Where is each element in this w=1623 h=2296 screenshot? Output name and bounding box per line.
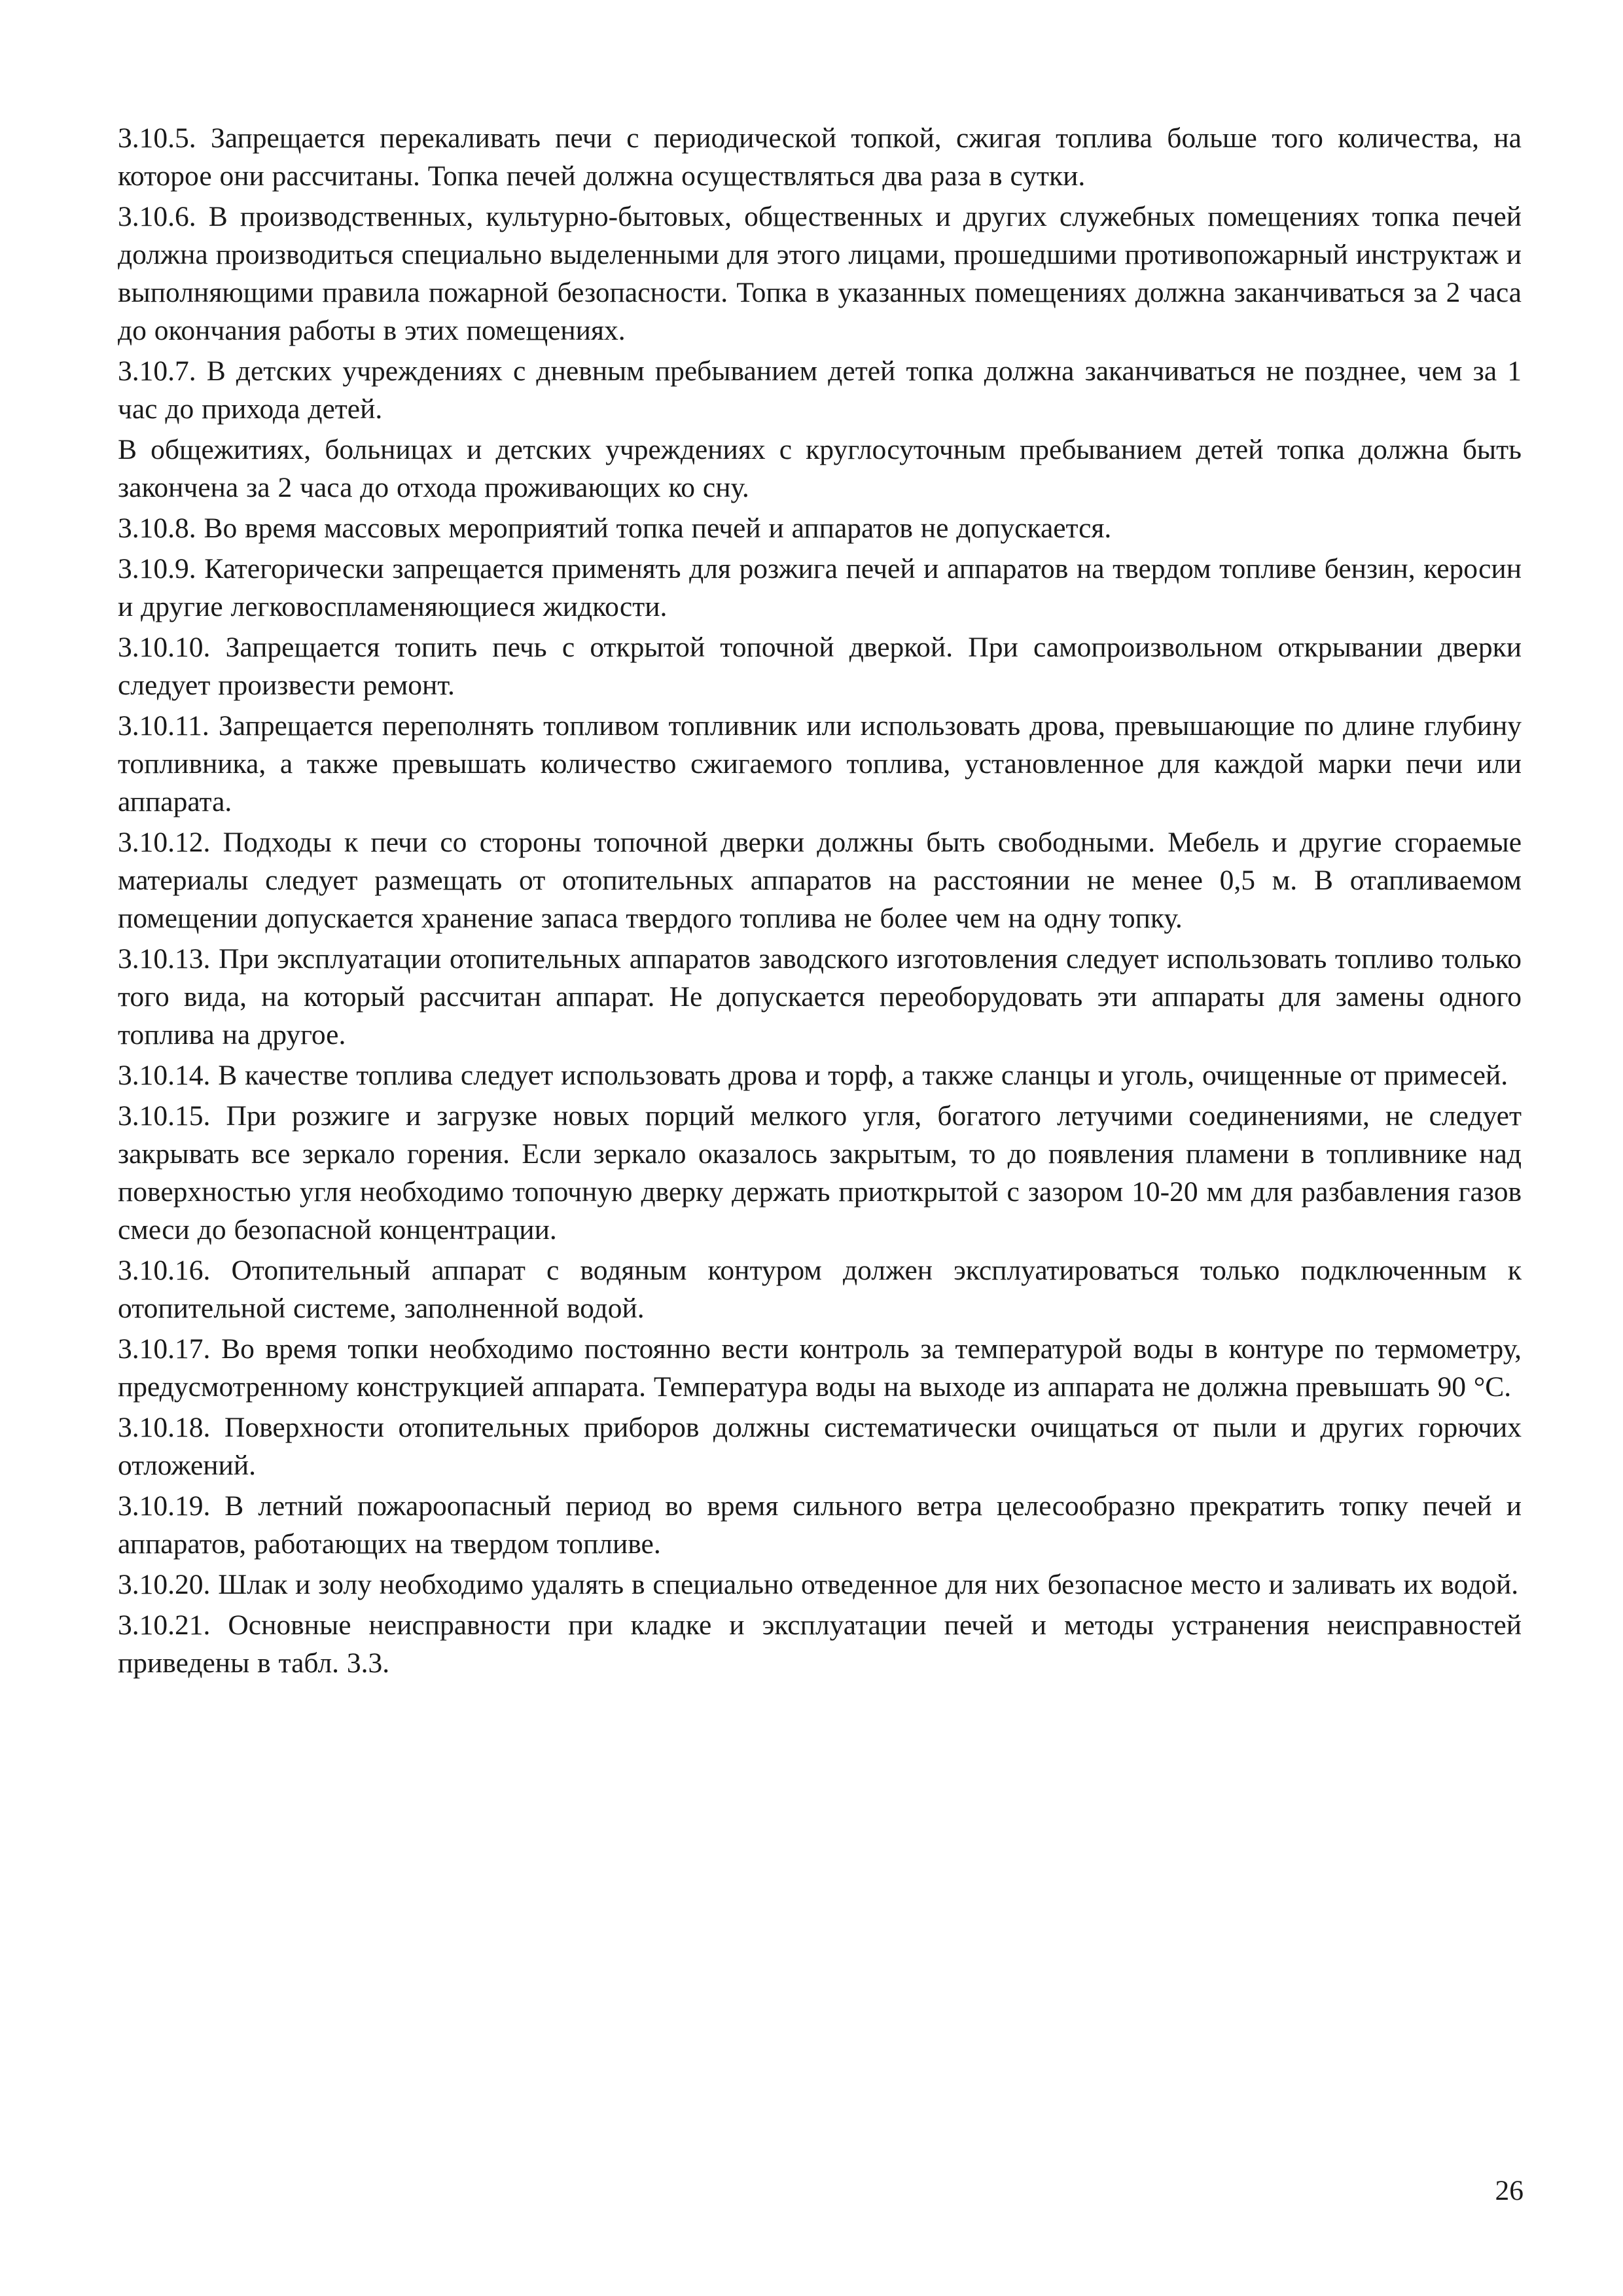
paragraph-3-10-12: 3.10.12. Подходы к печи со стороны топочной дверки должны быть свободными. Мебель и другие сгораемые материалы следует размещать от отопительных аппаратов на расстоянии не менее 0,5 м. В отапливаемом помещении допускается хранение запаса твердого топлива не более чем на одну топку. bbox=[118, 827, 1522, 934]
paragraph-3-10-11: 3.10.11. Запрещается переполнять топливом топливник или использовать дрова, превышающие по длине глубину топливника, а также превышать количество сжигаемого топлива, установленное для каждой марки печи или аппарата. bbox=[118, 710, 1522, 817]
document-body bbox=[118, 119, 1522, 1685]
paragraph-3-10-15: 3.10.15. При розжиге и загрузке новых порций мелкого угля, богатого летучими соединениями, не следует закрывать все зеркало горения. Если зеркало оказалось закрытым, то до появления пламени в топливнике над поверхностью угля необходимо топочную дверку держать приоткрытой с зазором 10-20 мм для разбавления газов смеси до безопасной концентрации. bbox=[118, 1100, 1522, 1246]
paragraph-3-10-18: 3.10.18. Поверхности отопительных приборов должны систематически очищаться от пыли и других горючих отложений. bbox=[118, 1412, 1522, 1481]
paragraph-3-10-9: 3.10.9. Категорически запрещается применять для розжига печей и аппаратов на твердом топливе бензин, керосин и другие легковоспламеняющиеся жидкости. bbox=[118, 553, 1522, 622]
paragraph-3-10-20: 3.10.20. Шлак и золу необходимо удалять в специально отведенное для них безопасное место и заливать их водой. bbox=[118, 1569, 1519, 1600]
paragraph-3-10-8: 3.10.8. Во время массовых мероприятий топка печей и аппаратов не допускается. bbox=[118, 512, 1112, 544]
paragraph-3-10-10: 3.10.10. Запрещается топить печь с открытой топочной дверкой. При самопроизвольном открывании дверки следует произвести ремонт. bbox=[118, 632, 1522, 701]
paragraph-3-10-19: 3.10.19. В летний пожароопасный период во время сильного ветра целесообразно прекратить топку печей и аппаратов, работающих на твердом топливе. bbox=[118, 1490, 1522, 1560]
page-number: 26 bbox=[1495, 2175, 1524, 2206]
paragraph-3-10-5: 3.10.5. Запрещается перекаливать печи с периодической топкой, сжигая топлива больше того количества, на которое они рассчитаны. Топка печей должна осуществляться два раза в сутки. bbox=[118, 122, 1522, 192]
paragraph-3-10-16: 3.10.16. Отопительный аппарат с водяным контуром должен эксплуатироваться только подключенным к отопительной системе, заполненной водой. bbox=[118, 1255, 1522, 1324]
paragraph-3-10-17: 3.10.17. Во время топки необходимо постоянно вести контроль за температурой воды в контуре по термометру, предусмотренному конструкцией аппарата. Температура воды на выходе из аппарата не должна превышать 90 °С. bbox=[118, 1333, 1522, 1403]
paragraph-3-10-7: 3.10.7. В детских учреждениях с дневным пребыванием детей топка должна заканчиваться не позднее, чем за 1 час до прихода детей. bbox=[118, 355, 1522, 425]
paragraph-3-10-14: 3.10.14. В качестве топлива следует использовать дрова и торф, а также сланцы и уголь, очищенные от примесей. bbox=[118, 1060, 1508, 1091]
paragraph-3-10-13: 3.10.13. При эксплуатации отопительных аппаратов заводского изготовления следует использовать топливо только того вида, на который рассчитан аппарат. Не допускается переоборудовать эти аппараты для замены одного топлива на другое. bbox=[118, 943, 1522, 1050]
paragraph-3-10-7-continued: В общежитиях, больницах и детских учреждениях с круглосуточным пребыванием детей топка должна быть закончена за 2 часа до отхода проживающих ко сну. bbox=[118, 434, 1522, 503]
paragraph-3-10-21: 3.10.21. Основные неисправности при кладке и эксплуатации печей и методы устранения неисправностей приведены в табл. 3.3. bbox=[118, 1609, 1522, 1679]
paragraph-3-10-6: 3.10.6. В производственных, культурно-бытовых, общественных и других служебных помещениях топка печей должна производиться специально выделенными для этого лицами, прошедшими противопожарный инструктаж и выполняющими правила пожарной безопасности. Топка в указанных помещениях должна заканчиваться за 2 часа до окончания работы в этих помещениях. bbox=[118, 201, 1522, 346]
